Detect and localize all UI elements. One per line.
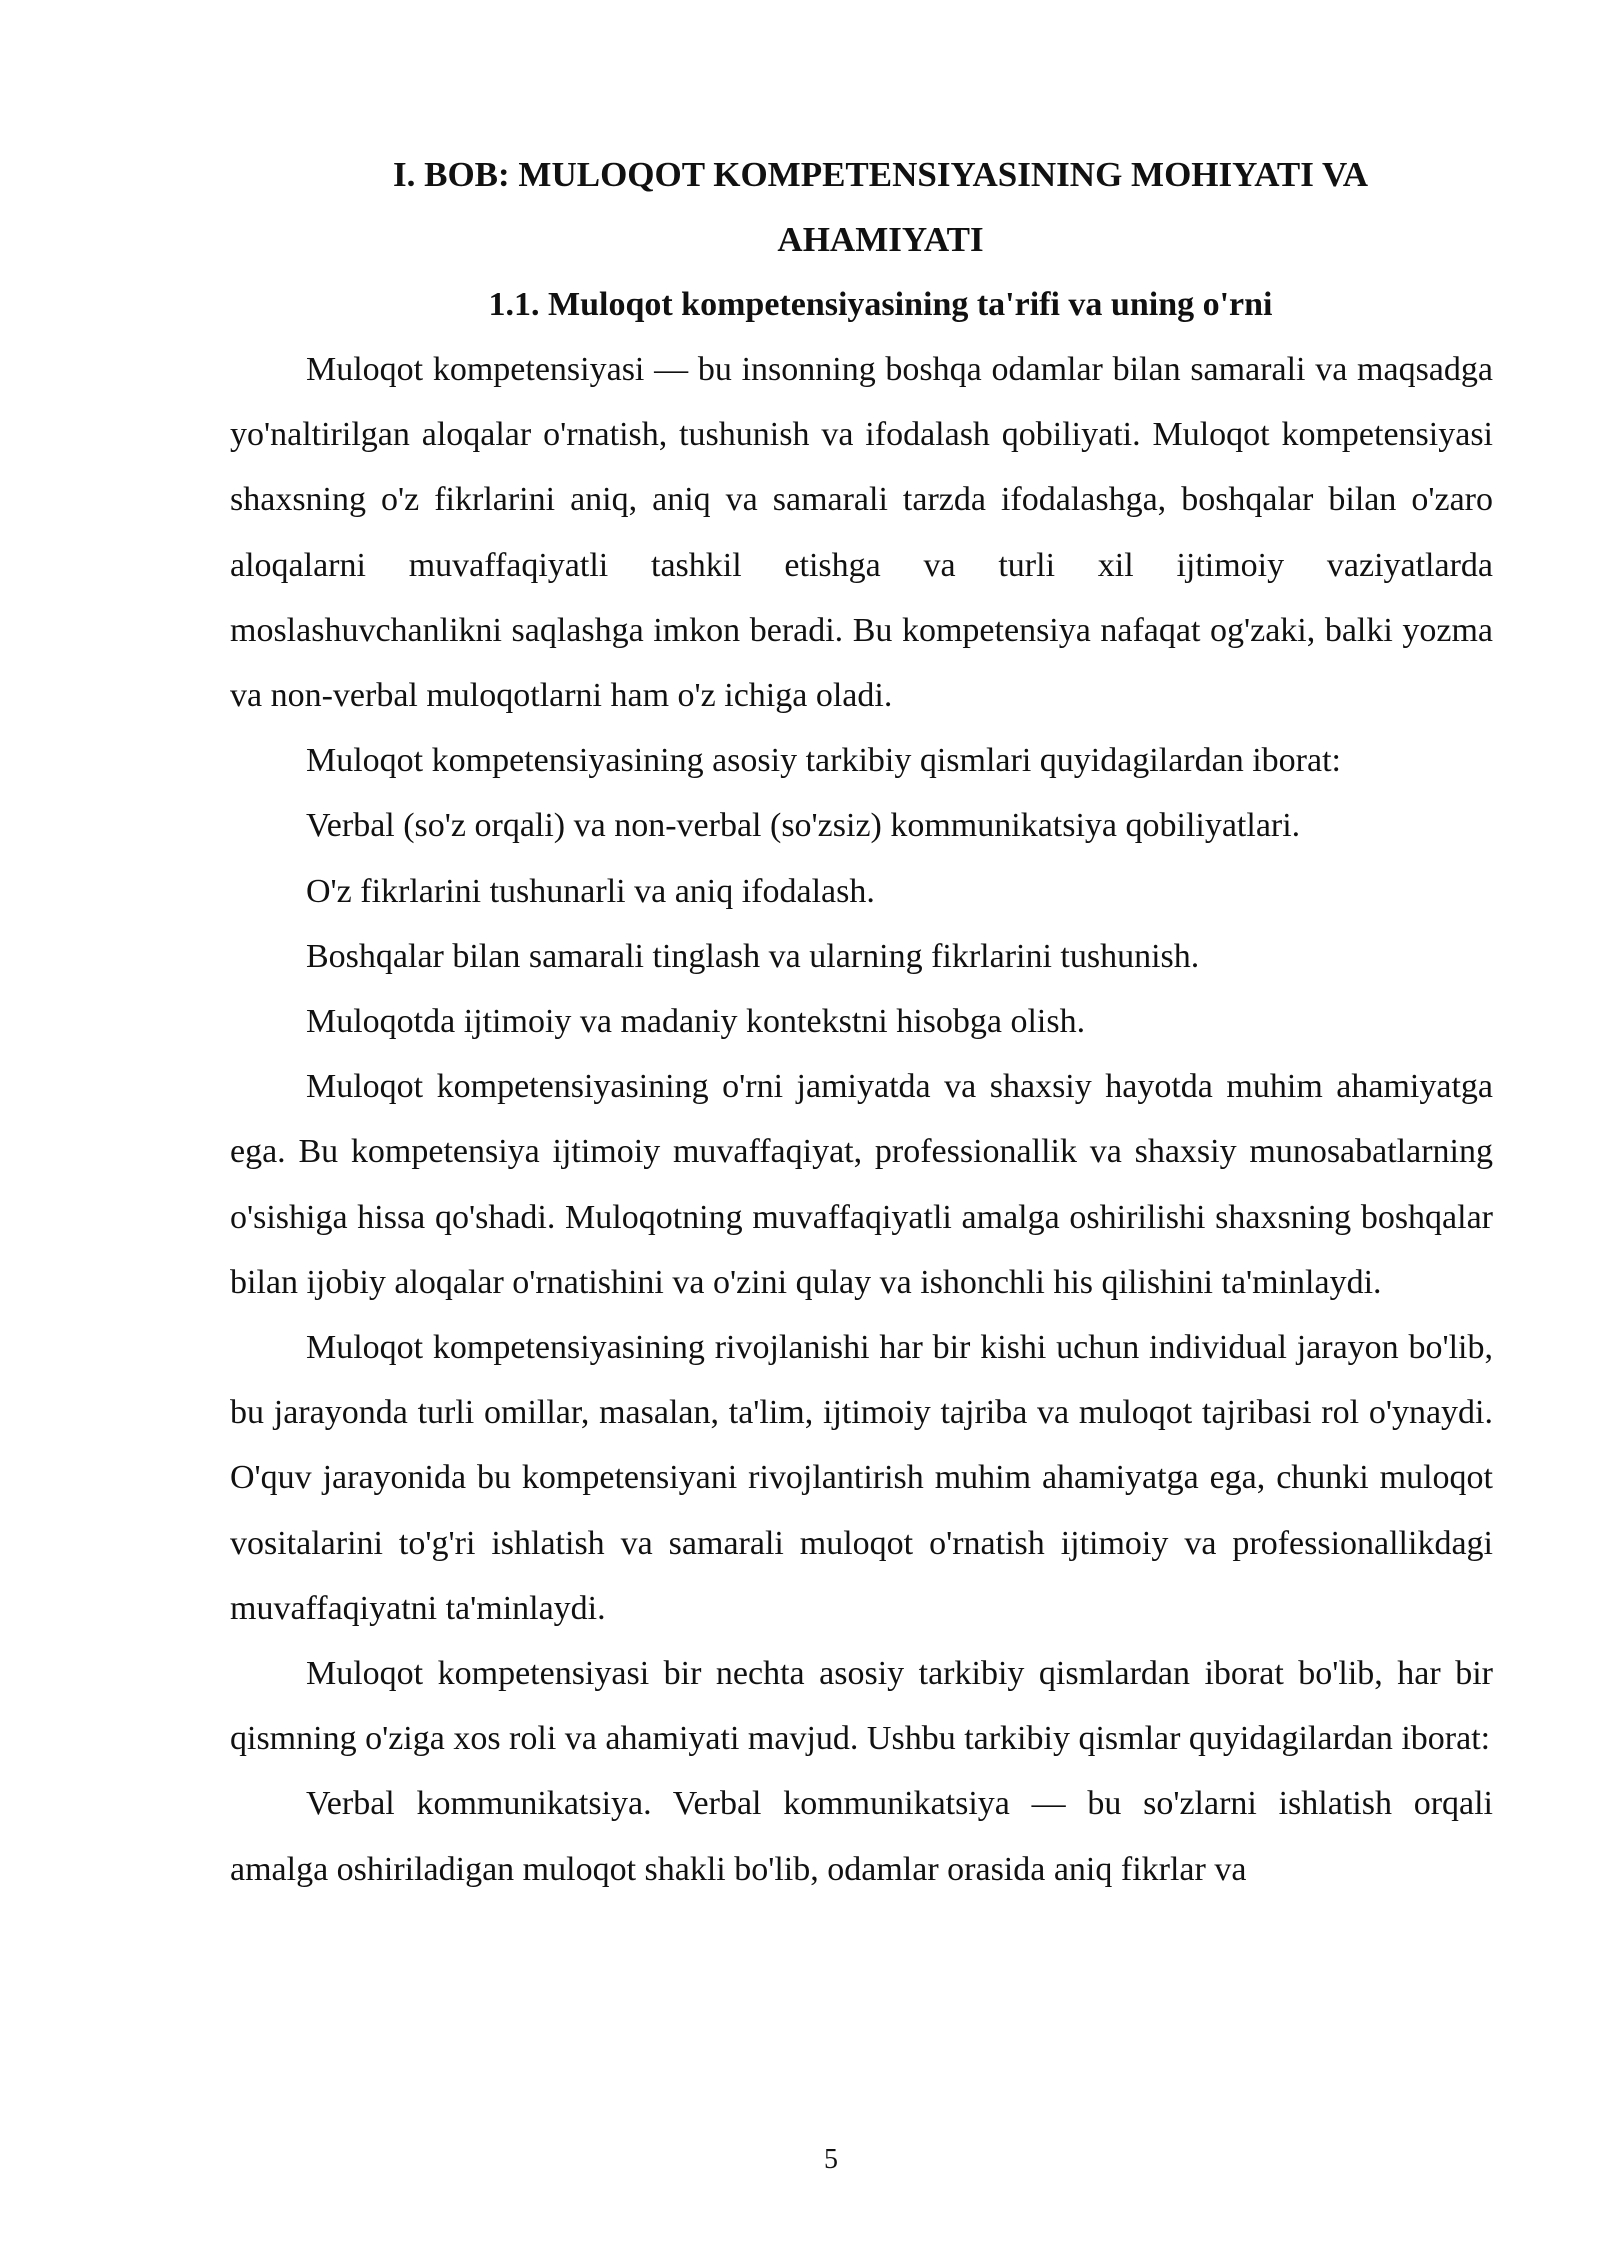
list-item-verbal-nonverbal: Verbal (so'z orqali) va non-verbal (so'zsiz) kommunikatsiya qobiliyatlari.	[306, 807, 1301, 845]
page-number: 5	[824, 2144, 838, 2175]
paragraph-structure: Muloqot kompetensiyasi bir nechta asosiy tarkibiy qismlardan iborat bo'lib, har bir qismning o'ziga xos roli va ahamiyati mavjud. Ushbu tarkibiy qismlar quyidagilardan iborat:	[230, 1655, 1493, 1758]
paragraph-definition: Muloqot kompetensiyasi — bu insonning boshqa odamlar bilan samarali va maqsadga yo'naltirilgan aloqalar o'rnatish, tushunish va ifodalash qobiliyati. Muloqot kompetensiyasi shaxsning o'z fikrlarini aniq, aniq va samarali tarzda ifodalashga, boshqalar bilan o'zaro aloqalarni muvaffaqiyatli tashkil etishga va turli xil ijtimoiy vaziyatlarda moslashuvchanlikni saqlashga imkon beradi. Bu kompetensiya nafaqat og'zaki, balki yozma va non-verbal muloqotlarni ham o'z ichiga oladi.	[230, 351, 1493, 715]
chapter-title-line-2: AHAMIYATI	[777, 220, 984, 259]
chapter-title-line-1: I. BOB: MULOQOT KOMPETENSIYASINING MOHIYATI VA	[392, 155, 1369, 194]
paragraph-verbal-communication: Verbal kommunikatsiya. Verbal kommunikatsiya — bu so'zlarni ishlatish orqali amalga oshiriladigan muloqot shakli bo'lib, odamlar orasida aniq fikrlar va	[230, 1785, 1493, 1888]
section-title: 1.1. Muloqot kompetensiyasining ta'rifi va uning o'rni	[488, 286, 1273, 323]
list-item-listening: Boshqalar bilan samarali tinglash va ularning fikrlarini tushunish.	[306, 937, 1200, 975]
list-item-clear-expression: O'z fikrlarini tushunarli va aniq ifodalash.	[306, 872, 875, 910]
paragraph-role: Muloqot kompetensiyasining o'rni jamiyatda va shaxsiy hayotda muhim ahamiyatga ega. Bu kompetensiya ijtimoiy muvaffaqiyat, professionallik va shaxsiy munosabatlarning o'sishiga hissa qo'shadi. Muloqotning muvaffaqiyatli amalga oshirilishi shaxsning boshqalar bilan ijobiy aloqalar o'rnatishini va o'zini qulay va ishonchli his qilishini ta'minlaydi.	[230, 1068, 1493, 1301]
list-item-context: Muloqotda ijtimoiy va madaniy kontekstni hisobga olish.	[306, 1003, 1086, 1041]
paragraph-development: Muloqot kompetensiyasining rivojlanishi har bir kishi uchun individual jarayon bo'lib, bu jarayonda turli omillar, masalan, ta'lim, ijtimoiy tajriba va muloqot tajribasi rol o'ynaydi. O'quv jarayonida bu kompetensiyani rivojlantirish muhim ahamiyatga ega, chunki muloqot vositalarini to'g'ri ishlatish va samarali muloqot o'rnatish ijtimoiy va professionallikdagi muvaffaqiyatni ta'minlaydi.	[230, 1329, 1493, 1627]
document-page	[230, 142, 1493, 1902]
paragraph-components-intro: Muloqot kompetensiyasining asosiy tarkibiy qismlari quyidagilardan iborat:	[306, 742, 1341, 780]
